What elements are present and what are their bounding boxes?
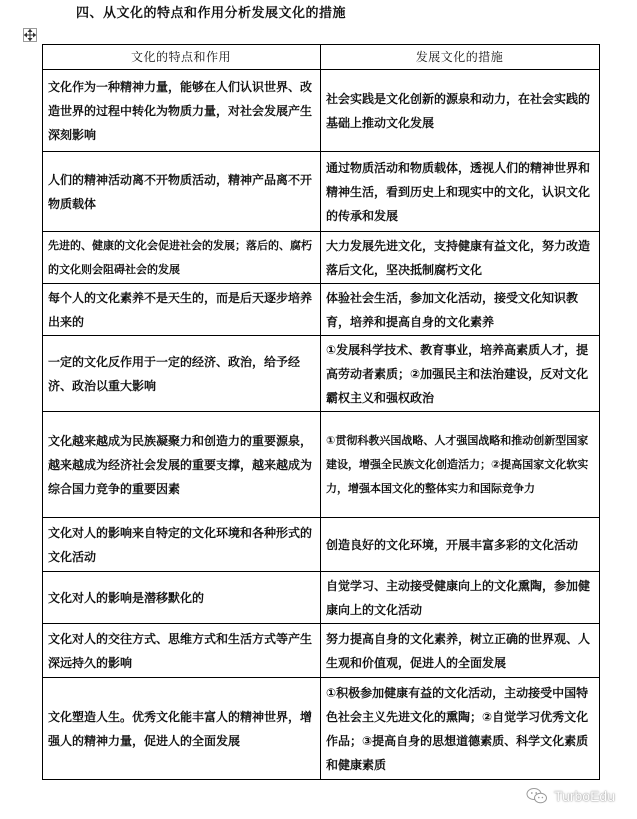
measure-cell: 创造良好的文化环境，开展丰富多彩的文化活动 xyxy=(321,518,600,572)
measure-cell: 自觉学习、主动接受健康向上的文化熏陶，参加健康向上的文化活动 xyxy=(321,572,600,624)
measure-cell: 努力提高自身的文化素养，树立正确的世界观、人生观和价值观，促进人的全面发展 xyxy=(321,624,600,678)
table-row xyxy=(43,284,600,336)
table-row xyxy=(43,232,600,284)
feature-cell: 文化越来越成为民族凝聚力和创造力的重要源泉，越来越成为经济社会发展的重要支撑，越来越成为综合国力竞争的重要因素 xyxy=(43,412,321,518)
feature-cell: 文化塑造人生。优秀文化能丰富人的精神世界，增强人的精神力量，促进人的全面发展 xyxy=(43,678,321,780)
table-row xyxy=(43,572,600,624)
column-header-features: 文化的特点和作用 xyxy=(43,45,321,70)
table-row xyxy=(43,336,600,412)
feature-cell: 人们的精神活动离不开物质活动，精神产品离不开物质载体 xyxy=(43,152,321,232)
measure-cell: 大力发展先进文化，支持健康有益文化，努力改造落后文化，坚决抵制腐朽文化 xyxy=(321,232,600,284)
measure-cell: 社会实践是文化创新的源泉和动力，在社会实践的基础上推动文化发展 xyxy=(321,70,600,152)
measure-cell: ①发展科学技术、教育事业，培养高素质人才，提高劳动者素质；②加强民主和法治建设，反对文化霸权主义和强权政治 xyxy=(321,336,600,412)
feature-cell: 文化对人的交往方式、思维方式和生活方式等产生深远持久的影响 xyxy=(43,624,321,678)
wechat-icon xyxy=(526,787,548,805)
table-header-row xyxy=(43,45,600,70)
table-row xyxy=(43,152,600,232)
table-move-handle[interactable] xyxy=(23,28,37,42)
feature-cell: 每个人的文化素养不是天生的，而是后天逐步培养出来的 xyxy=(43,284,321,336)
table-row xyxy=(43,678,600,780)
table-row xyxy=(43,70,600,152)
four-way-arrow-icon xyxy=(24,29,36,41)
feature-cell: 一定的文化反作用于一定的经济、政治，给予经济、政治以重大影响 xyxy=(43,336,321,412)
measure-cell: ①贯彻科教兴国战略、人才强国战略和推动创新型国家建设，增强全民族文化创造活力；②提高国家文化软实力，增强本国文化的整体实力和国际竞争力 xyxy=(321,412,600,518)
table-row xyxy=(43,624,600,678)
feature-cell: 文化对人的影响来自特定的文化环境和各种形式的文化活动 xyxy=(43,518,321,572)
section-heading: 四、从文化的特点和作用分析发展文化的措施 xyxy=(76,6,347,21)
measure-cell: 通过物质活动和物质载体，透视人们的精神世界和精神生活，看到历史上和现实中的文化，认识文化的传承和发展 xyxy=(321,152,600,232)
measure-cell: ①积极参加健康有益的文化活动，主动接受中国特色社会主义先进文化的熏陶；②自觉学习优秀文化作品；③提高自身的思想道德素质、科学文化素质和健康素质 xyxy=(321,678,600,780)
measures-table xyxy=(42,44,600,780)
table-row xyxy=(43,518,600,572)
column-header-measures: 发展文化的措施 xyxy=(321,45,600,70)
watermark xyxy=(526,787,615,805)
feature-cell: 文化对人的影响是潜移默化的 xyxy=(43,572,321,624)
feature-cell: 文化作为一种精神力量，能够在人们认识世界、改造世界的过程中转化为物质力量，对社会发展产生深刻影响 xyxy=(43,70,321,152)
feature-cell: 先进的、健康的文化会促进社会的发展；落后的、腐朽的文化则会阻碍社会的发展 xyxy=(43,232,321,284)
table-row xyxy=(43,412,600,518)
watermark-text: TurboEdu xyxy=(554,788,615,804)
measure-cell: 体验社会生活，参加文化活动，接受文化知识教育，培养和提高自身的文化素养 xyxy=(321,284,600,336)
